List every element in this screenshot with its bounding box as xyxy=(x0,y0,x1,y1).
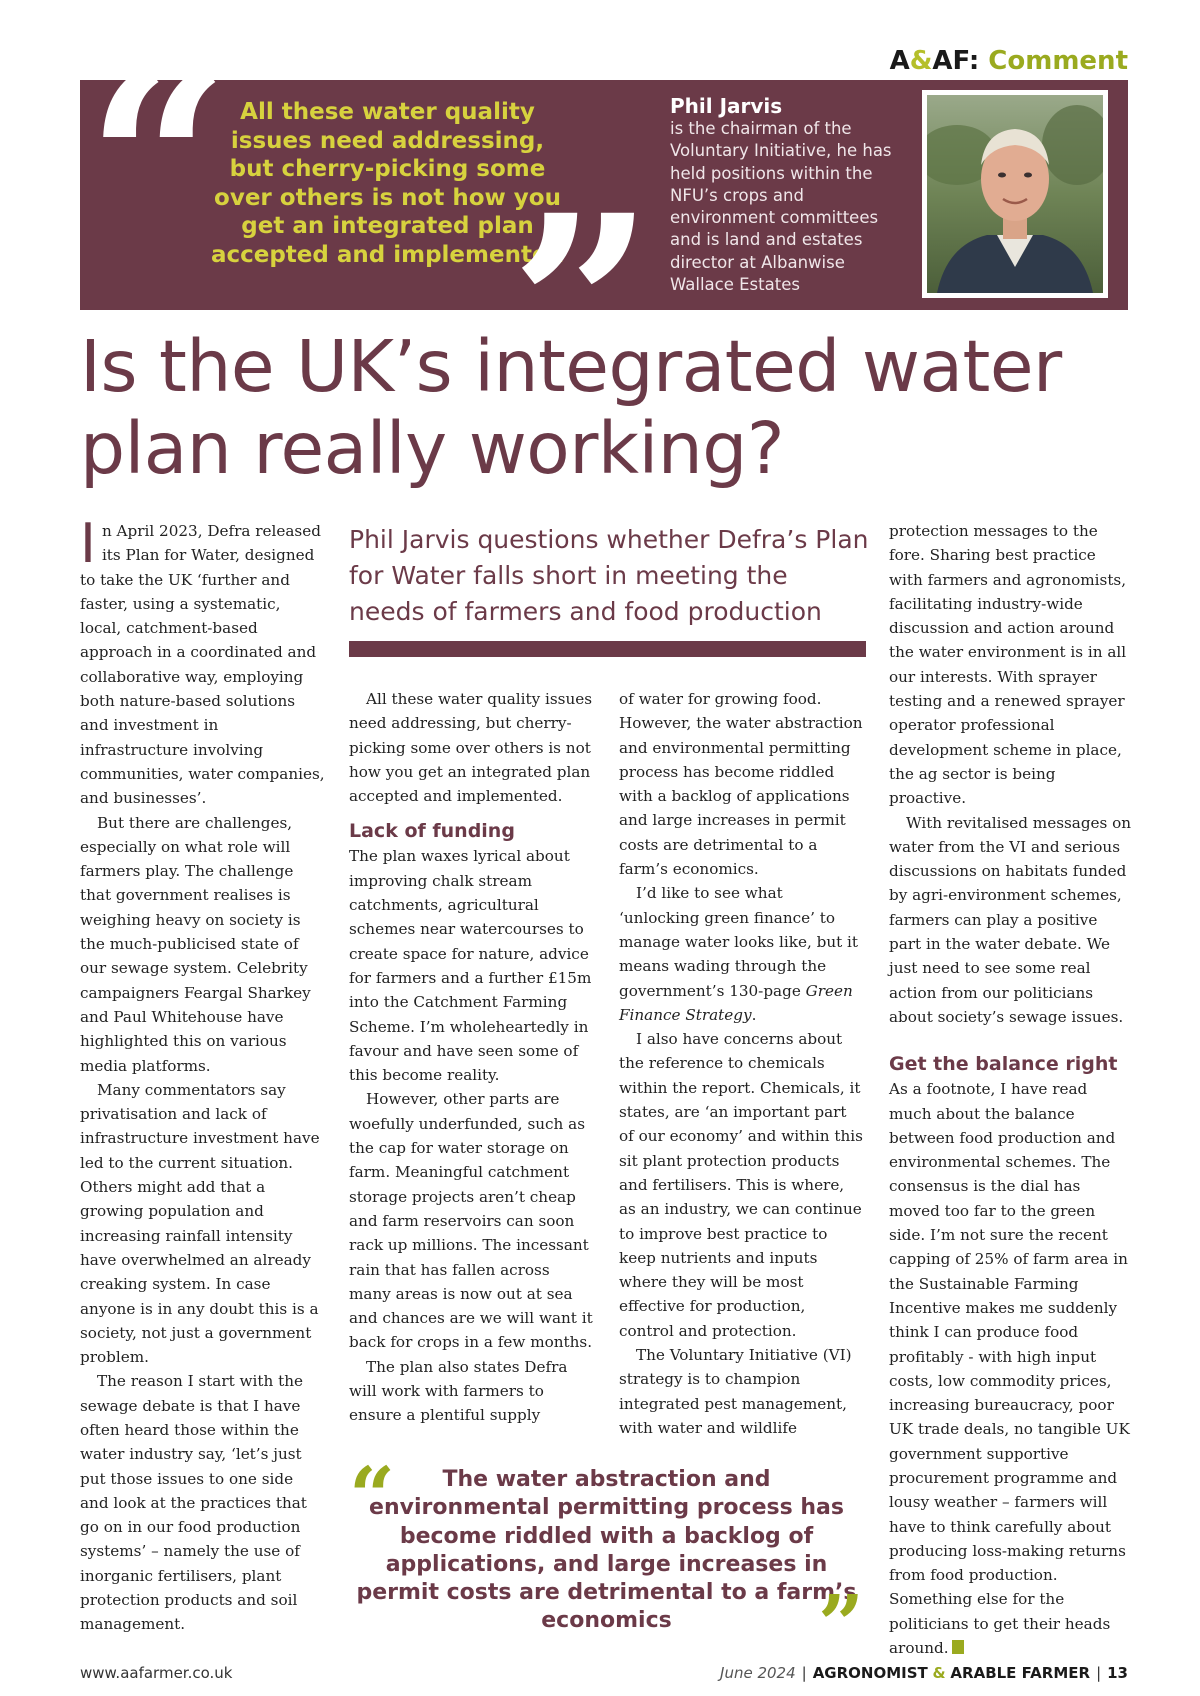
page-number: 13 xyxy=(1107,1664,1128,1682)
article-column-3 xyxy=(619,687,864,1440)
headline: Is the UK’s integrated water plan really working? xyxy=(80,325,1062,490)
author-name: Phil Jarvis xyxy=(670,94,783,118)
open-quote-mark-icon: “ xyxy=(349,1449,396,1543)
drop-cap: I xyxy=(80,512,96,575)
subheading: Get the balance right xyxy=(889,1053,1118,1076)
paragraph: The plan also states Defra will work with farmers to ensure a plentiful supply xyxy=(349,1357,568,1425)
separator: | xyxy=(801,1664,807,1682)
paragraph: The reason I start with the sewage debate is that I have often heard those within the water industry say, ‘let’s just put those issues to one side and look at the practices that go on in our food production systems’ – namely the use of inorganic fertilisers, plant protection products and soil management. xyxy=(80,1372,307,1634)
magazine-name-b: ARABLE FARMER xyxy=(950,1664,1091,1682)
pull-quote xyxy=(349,1449,864,1671)
paragraph: The plan waxes lyrical about improving chalk stream catchments, agricultural schemes near watercourses to create space for nature, advice for farmers and a further £15m into the Catchment Farming Scheme. I’m wholeheartedly in favour and have seen some of this become reality. xyxy=(349,847,592,1085)
standfirst: Phil Jarvis questions whether Defra’s Plan for Water falls short in meeting the needs of farmers and food production xyxy=(349,525,869,626)
paragraph: protection messages to the fore. Sharing best practice with farmers and agronomists, facilitating industry-wide discussion and action around the water environment is in all our interests. With sprayer testing and a renewed sprayer operator professional development scheme in place, the ag sector is being proactive. xyxy=(889,522,1127,808)
paragraph: But there are challenges, especially on what role will farmers play. The challenge that government realises is weighing heavy on society is the much-publicised state of our sewage system. Celebrity campaigners Feargal Sharkey and Paul Whitehouse have highlighted this on various media platforms. xyxy=(80,813,311,1075)
paragraph: Many commentators say privatisation and lack of infrastructure investment have led to the current situation. Others might add that a growing population and increasing rainfall intensity have overwhelmed an already creaking system. In case anyone is in any doubt this is a society, not just a government problem. xyxy=(80,1080,320,1367)
pull-quote-text: The water abstraction and environmental permitting process has become riddled with a backlog of applications, and large increases in permit costs are detrimental to a farm’s economics xyxy=(356,1467,857,1634)
subheading: Lack of funding xyxy=(349,820,515,843)
paragraph: The Voluntary Initiative (VI) strategy is to champion integrated pest management, with water and wildlife xyxy=(619,1346,852,1437)
paragraph-text: As a footnote, I have read much about the balance between food production and environmental schemes. The consensus is the dial has moved too far to the green side. I’m not sure the recent capping of 25% of farm area in the Sustainable Farming Incentive makes me suddenly think I can produce food profitably - with high input costs, low commodity prices, increasing bureaucracy, poor UK trade deals, no tangible UK government supportive procurement programme and lousy weather – farmers will have to think carefully about producing loss-making returns from food production. Something else for the politicians to get their heads around. xyxy=(889,1080,1130,1658)
article-column-2 xyxy=(349,687,594,1428)
author-bio: is the chairman of the Voluntary Initiative, he has held positions within the NFU’s crops and environment committees and is land and estates director at Albanwise Wallace Estates xyxy=(670,119,892,295)
issue-date: June 2024 xyxy=(720,1664,796,1682)
close-quote-mark-icon: ” xyxy=(510,160,654,454)
paragraph-text: . xyxy=(751,1005,757,1024)
paragraph: However, other parts are woefully underfunded, such as the cap for water storage on farm. Meaningful catchment storage projects aren’t cheap and farm reservoirs can soon rack up millions. The incessant rain that has fallen across many areas is now out at sea and chances are we will want it back for crops in a few months. xyxy=(349,1090,593,1352)
open-quote-mark-icon: “ xyxy=(86,16,230,310)
close-quote-mark-icon: ” xyxy=(817,1577,864,1671)
article-column-1 xyxy=(80,512,325,1637)
paragraph-text: I’d like to see what ‘unlocking green finance’ to manage water looks like, but it means wading through the government’s 130-page xyxy=(619,884,858,1000)
footer-url: www.aafarmer.co.uk xyxy=(80,1664,233,1682)
section-label: A&AF: Comment xyxy=(889,46,1128,76)
end-of-article-icon xyxy=(952,1640,964,1654)
author-portrait xyxy=(922,90,1108,298)
magazine-name-a: AGRONOMIST xyxy=(812,1664,928,1682)
paragraph xyxy=(619,881,864,1027)
paragraph: I also have concerns about the reference to chemicals within the report. Chemicals, it states, are ‘an important part of our economy’ and within this sit plant protection products and fertilisers. This is where, as an industry, we can continue to improve best practice to keep nutrients and inputs where they will be most effective for production, control and protection. xyxy=(619,1030,863,1340)
paragraph: of water for growing food. However, the water abstraction and environmental permitting process has become riddled with a backlog of applications and large increases in permit costs are detrimental to a farm’s economics. xyxy=(619,690,863,879)
paragraph xyxy=(889,1077,1134,1660)
portrait-photo xyxy=(927,95,1103,293)
author-byline xyxy=(670,94,910,296)
magazine-name-amp: & xyxy=(932,1664,946,1682)
paragraph: n April 2023, Defra released its Plan for Water, designed to take the UK ‘further and faster, using a systematic, local, catchment-based approach in a coordinated and collaborative way, employing both nature-based solutions and investment in infrastructure involving communities, water companies, and businesses’. xyxy=(80,522,325,808)
standfirst-divider xyxy=(349,641,866,657)
footer-publication xyxy=(720,1664,1128,1682)
article-column-4 xyxy=(889,519,1134,1660)
paragraph: All these water quality issues need addressing, but cherry-picking some over others is not how you get an integrated plan accepted and implemented. xyxy=(349,690,593,806)
banner-quote: All these water quality issues need addressing, but cherry-picking some over others is not how you get an integrated plan accepted and implemented xyxy=(210,99,565,268)
paragraph: With revitalised messages on water from the VI and serious discussions on habitats funded by agri-environment schemes, farmers can play a positive part in the water debate. We just need to see some real action from our politicians about society’s sewage issues. xyxy=(889,813,1132,1026)
separator: | xyxy=(1096,1664,1102,1682)
publication-title: Green Finance Strategy xyxy=(619,981,853,1024)
